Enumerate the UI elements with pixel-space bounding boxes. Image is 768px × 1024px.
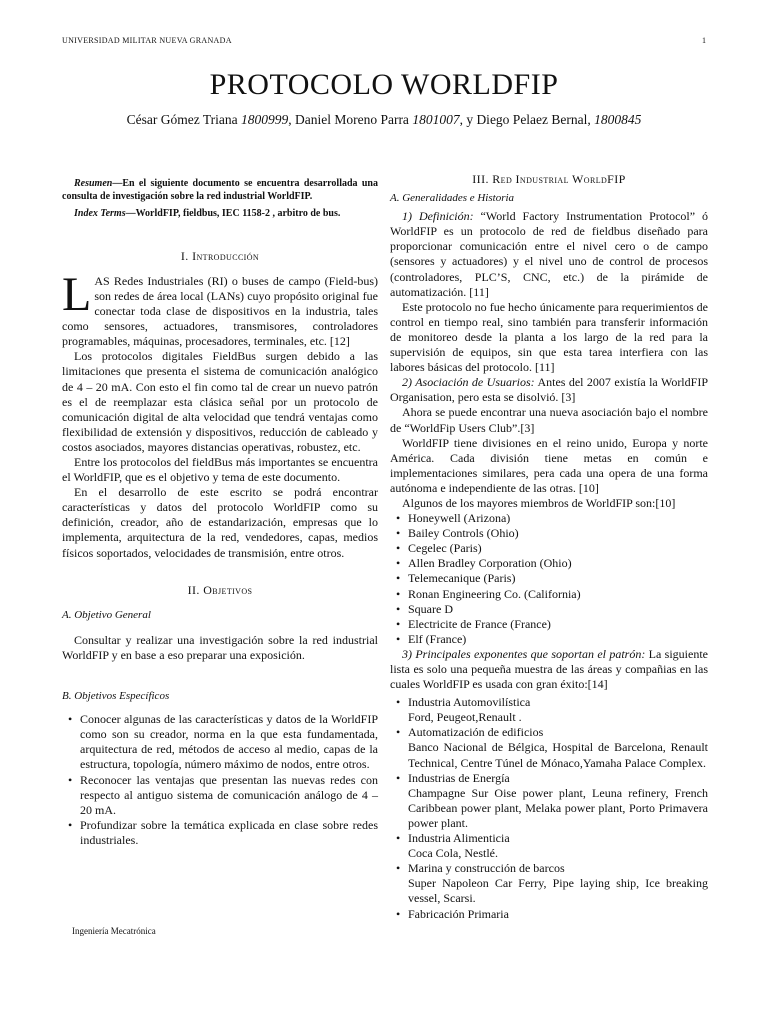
- list-item: • Profundizar sobre la temática explicada en clase sobre redes industriales.: [80, 818, 378, 848]
- list-item: • Marina y construcción de barcos Super Napoleon Car Ferry, Pipe laying ship, Ice breaking vessel, Scarsi.: [408, 861, 708, 906]
- paper-title: PROTOCOLO WORLDFIP: [209, 68, 559, 101]
- abstract: [62, 178, 378, 221]
- subsection-generalidades: A. Generalidades e Historia: [390, 192, 515, 205]
- intro-paragraph-4: En el desarrollo de este escrito se podrá encontrar características y datos del protocolo WorldFIP como su definición, creador, año de estandarización, empresas que lo implementa, arquitectura de la red, vendedores, capas, medios físicos soportados, velocidades de transmisión, entre otros.: [62, 485, 378, 560]
- intro-paragraph-1: LAS Redes Industriales (RI) o buses de campo (Field-bus) son redes de área local (LANs) cuyo propósito original fue conectar toda clase de dispositivos en la industria, tales como sensores, actuadores, transmisores, controladores programables, máquinas, procesadores, terminales, etc. [12]: [62, 267, 378, 349]
- list-item: • Conocer algunas de las características y datos de la WorldFIP como son su creador, norma en la que esta fundamentada, arquitectura de red, métodos de acceso al medio, capas de la estructura, topología, número máximo de nodos, entre otros.: [80, 712, 378, 772]
- objetivos-list: [62, 712, 378, 848]
- list-item: • Industrias de Energía Champagne Sur Oise power plant, Leuna refinery, French Caribbean power plant, Melaka power plant, Porto Primavera power plant.: [408, 771, 708, 831]
- abstract-label: Resumen: [74, 178, 113, 189]
- list-item: • Electricite de France (France): [408, 617, 708, 632]
- author-line: [0, 112, 768, 128]
- index-terms-text: —WorldFIP, fieldbus, IEC 1158-2 , arbitro de bus.: [125, 208, 341, 220]
- list-item: • Reconocer las ventajas que presentan las nuevas redes con respecto al antiguo sistema de comunicación análogo de 4 – 20 mA.: [80, 773, 378, 818]
- asociacion-nueva-paragraph: Ahora se puede encontrar una nueva asociación bajo el nombre de “WorldFip Users Club”.[3]: [390, 405, 708, 435]
- areas-list: [390, 695, 708, 921]
- author-3: , y Diego Pelaez Bernal,: [459, 112, 595, 127]
- tiempo-real-paragraph: Este protocolo no fue hecho únicamente para requerimientos de control en tiempo real, sino también para transferir información de monitoreo desde la planta a los largo de la red para la supervisión de equipos, sin que esta tarea interfiera con las labores básicas del protocolo. [11]: [390, 299, 708, 375]
- objetivo-general-text: Consultar y realizar una investigación sobre la red industrial WorldFIP y en base a eso preparar una exposición.: [62, 632, 378, 662]
- list-item: • Allen Bradley Corporation (Ohio): [408, 556, 708, 571]
- list-item: • Bailey Controls (Ohio): [408, 526, 708, 541]
- list-item: • Honeywell (Arizona): [408, 511, 708, 526]
- drop-cap: L: [62, 267, 92, 321]
- abstract-text: —En el siguiente documento se encuentra desarrollada una consulta de investigación sobre la red industrial WorldFIP.: [62, 178, 378, 202]
- definicion-paragraph: 1) Definición: “World Factory Instrumentation Protocol” ó WorldFIP es un protocolo de red de fieldbus diseñado para proporcionar comunicación entre el nivel cero o de campo (sensores y actuadores) y el nivel uno de control de procesos (controladores, PLC’S, CNC, etc.) de la pirámide de automatización. [11]: [390, 209, 709, 299]
- list-item: • Industria Automovilística Ford, Peugeot,Renault .: [408, 695, 708, 725]
- list-item: • Industria Alimenticia Coca Cola, Nestlé.: [408, 831, 708, 861]
- list-item: • Automatización de edificios Banco Nacional de Bélgica, Hospital de Barcelona, Renault Technical, Centre Túnel de Mónaco,Yamaha Palace Complex.: [408, 725, 708, 770]
- author-1: César Gómez Triana: [126, 112, 241, 127]
- subsection-objetivos-especificos: B. Objetivos Específicos: [62, 690, 170, 703]
- right-column: [390, 172, 708, 922]
- list-item: • Cegelec (Paris): [408, 541, 708, 556]
- intro-paragraph-2: Los protocolos digitales FieldBus surgen debido a las limitaciones que presenta el sistema de comunicación analógico de 4 – 20 mA. Con esto el fin como tal de crear un nuevo patrón es el de reemplazar esta clásica señal por un protocolo de comunicación digital de alta velocidad que tendrá ventajas como flexibilidad de extensión y dispositivos, reducción de cableado y costos asociados, mayores distancias operativas, robustez, etc.: [62, 349, 378, 454]
- running-header: UNIVERSIDAD MILITAR NUEVA GRANADA: [62, 36, 232, 45]
- list-item: • Ronan Engineering Co. (California): [408, 587, 708, 602]
- asociacion-paragraph: 2) Asociación de Usuarios: Antes del 2007 existía la WorldFIP Organisation, pero esta se disolvió. [3]: [390, 375, 708, 405]
- left-column: [62, 172, 378, 848]
- author-1-id: 1800999: [240, 112, 289, 127]
- members-list: [390, 511, 708, 647]
- list-item: • Telemecanique (Paris): [408, 571, 708, 586]
- section-heading-introduccion: I. Introducción: [180, 248, 260, 263]
- miembros-intro: Algunos de los mayores miembros de WorldFIP son:[10]: [402, 495, 676, 510]
- intro-paragraph-3: Entre los protocolos del fieldBus más importantes se encuentra el WorldFIP, que es el objetivo y tema de este documento.: [62, 455, 378, 485]
- author-2-id: 1801007: [412, 112, 460, 127]
- index-terms-label: Index Terms: [74, 208, 126, 220]
- section-heading-red-industrial: III. Red Industrial WorldFIP: [472, 172, 626, 186]
- author-3-id: 1800845: [594, 112, 642, 127]
- list-item: • Elf (France): [408, 632, 708, 647]
- intro-body: [62, 267, 378, 561]
- list-item: • Fabricación Primaria: [408, 907, 708, 922]
- section-heading-objetivos: II. Objetivos: [187, 582, 253, 597]
- page-footer: Ingeniería Mecatrónica: [72, 926, 156, 936]
- page-number: 1: [702, 36, 706, 45]
- author-2: , Daniel Moreno Parra: [288, 112, 413, 127]
- list-item: • Square D: [408, 602, 708, 617]
- exponentes-paragraph: 3) Principales exponentes que soportan el patrón: La siguiente lista es solo una pequeña muestra de las áreas y compañias en las cuales WorldFIP es usada con gran éxito:[14]: [390, 646, 708, 692]
- divisiones-paragraph: WorldFIP tiene divisiones en el reino unido, Europa y norte América. Cada división tiene metas en común e implementaciones similares, pera cada una opera de una forma autónoma e independiente de las otras. [10]: [390, 435, 708, 495]
- subsection-objetivo-general: A. Objetivo General: [62, 608, 151, 621]
